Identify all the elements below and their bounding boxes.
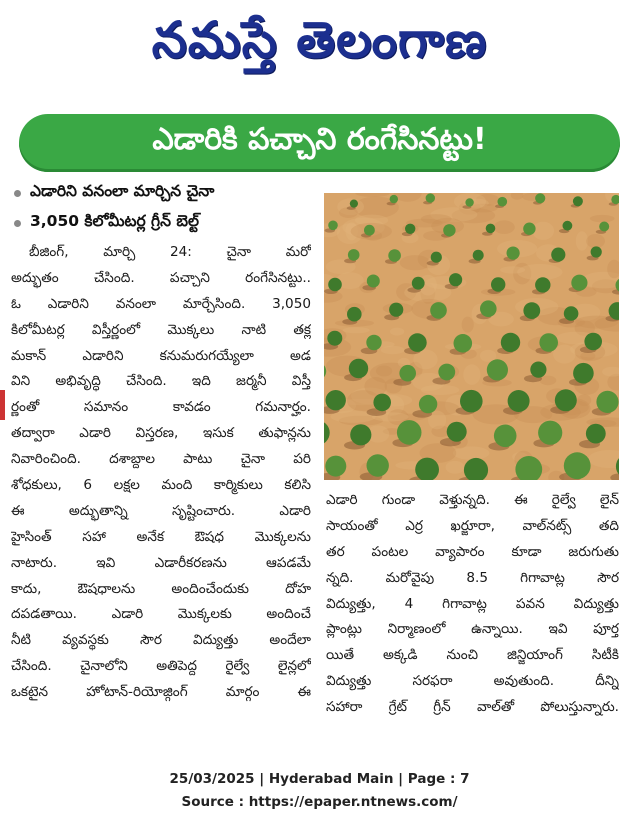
footer-source: Source : https://epaper.ntnews.com/	[181, 794, 458, 810]
article-line: శోధకులు, 6 లక్షల మంది కార్మికులు కలిసి	[11, 477, 311, 494]
tree-mark	[350, 200, 358, 208]
tree-mark	[539, 333, 558, 352]
bullet-text: ఎడారిని వనంలా మార్చిన చైనా	[30, 182, 215, 200]
tree-mark	[535, 193, 545, 203]
headline-text: ఎడారికి పచ్చాని రంగేసినట్టు!	[152, 122, 487, 157]
article-line: ఈ అద్భుతాన్ని సృష్టించారు. ఎడారి	[11, 502, 311, 519]
tree-mark	[530, 362, 546, 378]
article-line: నివారించింది. దశాబ్దాల పాటు చైనా పరి	[11, 451, 311, 468]
article-line: కిలోమీటర్ల విస్తీర్ణంలో మొక్కలు నాటి తక్ల	[11, 321, 311, 338]
article-line: దపడతాయి. ఎడారి మొక్కలకు అందించే	[11, 606, 311, 623]
tree-mark	[367, 454, 389, 476]
bullet-text: 3,050 కిలోమీటర్ల గ్రీన్ బెల్ట్	[30, 212, 199, 230]
tree-mark	[535, 277, 550, 292]
tree-mark	[348, 249, 360, 261]
tree-mark	[419, 395, 437, 413]
article-line: హైసింత్ సహా అనేక ఔషధ మొక్కలను	[11, 528, 311, 545]
headline-banner	[19, 114, 620, 172]
article-line: విని అభివృద్ధి చేసింది. ఇది జర్మనీ విస్తీ	[11, 373, 311, 390]
article-line: నీటి వ్యవస్థకు సౌర విద్యుత్తు అందేలా	[11, 632, 311, 649]
article-line: న్నది. మరోవైపు 8.5 గిగావాట్ల సౌర	[326, 569, 619, 586]
tree-mark	[430, 302, 447, 319]
tree-mark	[564, 306, 579, 321]
tree-mark	[571, 275, 587, 291]
tree-mark	[573, 196, 583, 206]
article-line: సహారా గ్రేట్ గ్రీన్ వాల్‌తో పోలుస్తున్నారు.	[326, 699, 619, 716]
tree-mark	[591, 246, 602, 257]
tree-mark	[349, 359, 368, 378]
article-line: కాదు, ఔషధాలను అందించేందుకు దోహ	[11, 580, 311, 597]
tree-mark	[412, 277, 425, 290]
desert-trees-photo	[324, 193, 619, 480]
tree-mark	[327, 331, 342, 346]
masthead-title: నమస్తే తెలంగాణ	[151, 10, 488, 69]
article-line: తర పంటల వ్యాపారం కూడా జరుగుతు	[326, 543, 619, 560]
tree-mark	[364, 225, 375, 236]
bullet-item	[12, 178, 312, 208]
article-column-left	[11, 240, 311, 706]
tree-mark	[325, 456, 346, 477]
article-line: ఒకటైన హోటాన్-రియోజ్గింగ్ మార్గం ఈ	[11, 684, 311, 701]
tree-mark	[438, 364, 455, 381]
tree-mark	[405, 224, 415, 234]
article-line: చేసింది. చైనాలోని అతిపెద్ద రైల్వే లైన్లలో	[11, 658, 311, 675]
tree-mark	[596, 391, 618, 413]
article-photo	[324, 193, 619, 480]
tree-mark	[487, 359, 508, 380]
tree-mark	[366, 335, 381, 350]
article-line: విద్యుత్తు సరఫరా అవుతుంది. దీన్ని	[326, 673, 619, 690]
tree-mark	[443, 224, 455, 236]
tree-mark	[465, 198, 473, 206]
tree-mark	[431, 252, 442, 263]
tree-mark	[447, 422, 467, 442]
tree-mark	[494, 425, 517, 448]
tree-mark	[538, 421, 562, 445]
tree-mark	[328, 221, 338, 231]
margin-mark	[0, 390, 5, 420]
tree-mark	[408, 333, 427, 352]
tree-mark	[389, 303, 403, 317]
tree-mark	[326, 390, 346, 410]
tree-mark	[480, 300, 497, 317]
tree-mark	[523, 223, 535, 235]
article-line: ఎడారి గుండా వెళ్తున్నది. ఈ రైల్వే లైన్	[326, 492, 619, 508]
tree-mark	[498, 197, 508, 207]
tree-mark	[501, 333, 520, 352]
tree-mark	[347, 307, 362, 322]
article-line: విద్యుత్తు, 4 గిగావాట్ల పవన విద్యుత్తు	[326, 595, 619, 612]
bullet-dot-icon	[14, 220, 21, 227]
tree-mark	[555, 389, 577, 411]
article-line: తద్వారా ఎడారి విస్తరణ, ఇసుక తుఫాన్లను	[11, 425, 311, 442]
tree-mark	[508, 390, 530, 412]
article-line: మకాన్ ఎడారిని కనుమరుగయ్యేలా అడ	[11, 347, 311, 364]
article-line: నాటారు. ఇవి ఎడారీకరణను ఆపడమే	[11, 554, 311, 571]
bullet-item	[12, 208, 312, 238]
tree-mark	[350, 424, 371, 445]
tree-mark	[388, 249, 401, 262]
tree-mark	[454, 334, 473, 353]
tree-mark	[573, 363, 594, 384]
tree-mark	[397, 420, 422, 445]
article-line: ప్లాంట్లు నిర్మాణంలో ఉన్నాయి. ఇవి పూర్త	[326, 621, 619, 638]
tree-mark	[491, 277, 505, 291]
tree-mark	[373, 394, 391, 412]
article-column-right	[326, 488, 619, 721]
tree-mark	[486, 224, 496, 234]
masthead	[0, 0, 639, 92]
article-line: అద్భుతం చేసింది. పచ్చాని రంగేసినట్టు..	[11, 269, 311, 286]
tree-mark	[449, 273, 462, 286]
tree-mark	[523, 302, 540, 319]
tree-mark	[599, 222, 609, 232]
tree-mark	[564, 452, 591, 479]
footer-dateline: 25/03/2025 | Hyderabad Main | Page : 7	[169, 771, 470, 787]
subheadline-bullets	[12, 178, 312, 238]
tree-mark	[399, 365, 416, 382]
article-line: యితే అక్కడి నుంచి జిన్జియాంగ్ సిటీకి	[326, 647, 619, 664]
tree-mark	[460, 390, 483, 413]
tree-mark	[563, 221, 573, 231]
article-line: సాయంతో ఎర్ర ఖర్జూరా, వాల్‌నట్స్ తది	[326, 517, 619, 534]
tree-mark	[507, 247, 520, 260]
bullet-dot-icon	[14, 190, 21, 197]
tree-mark	[426, 193, 435, 202]
article-line: బీజింగ్, మార్చి 24: చైనా మరో	[29, 244, 311, 260]
tree-mark	[584, 333, 602, 351]
tree-mark	[367, 275, 380, 288]
tree-mark	[551, 248, 565, 262]
article-line: ఓ ఎడారిని వనంలా మార్చేసింది. 3,050	[11, 295, 311, 312]
tree-mark	[390, 195, 398, 203]
tree-mark	[328, 278, 342, 292]
tree-mark	[473, 250, 484, 261]
tree-mark	[586, 424, 606, 444]
article-line: ర్ణంతో సమానం కావడం గమనార్హం.	[11, 399, 311, 416]
